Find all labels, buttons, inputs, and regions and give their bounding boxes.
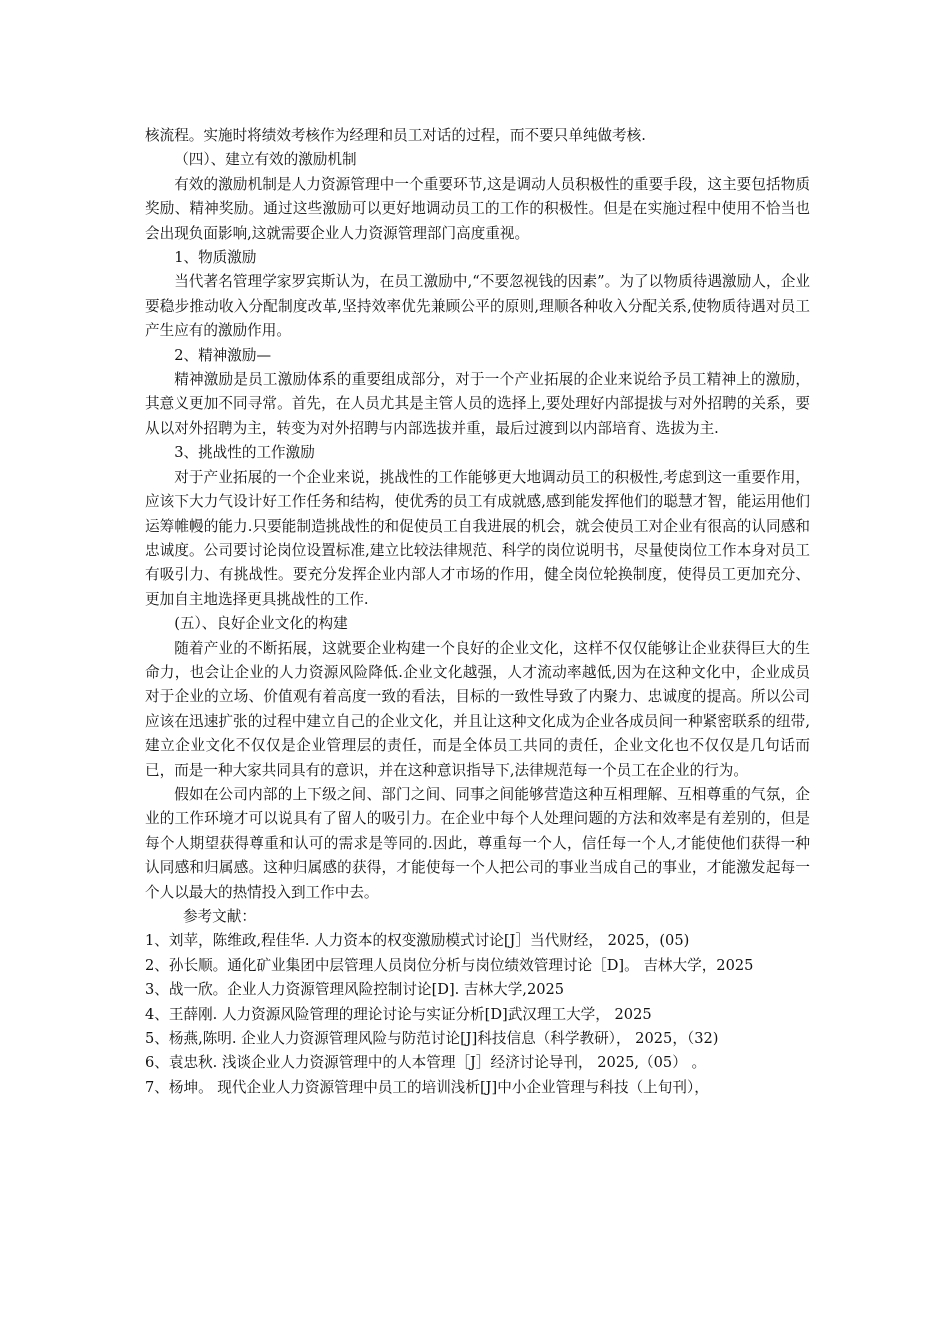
body-paragraph: 精神激励是员工激励体系的重要组成部分，对于一个产业拓展的企业来说给予员工精神上的激励，其意义更加不同寻常。首先，在人员尤其是主管人员的选择上,要处理好内部提拔与对外招聘的关系，要从以对外招聘为主，转变为对外招聘与内部选拔并重，最后过渡到以内部培育、选拔为主. [145,371,810,437]
body-paragraph: 随着产业的不断拓展，这就要企业构建一个良好的企业文化，这样不仅仅能够让企业获得巨大的生命力，也会让企业的人力资源风险降低.企业文化越强，人才流动率越低,因为在这种文化中，企业成员对于企业的立场、价值观有着高度一致的看法，目标的一致性导致了内聚力、忠诚度的提高。所以公司应该在迅速扩张的过程中建立自己的企业文化，并且让这种文化成为企业各成员间一种紧密联系的纽带,建立企业文化不仅仅是企业管理层的责任，而是全体员工共同的责任，企业文化也不仅仅是几句话而已，而是一种大家共同具有的意识，并在这种意识指导下,法律规范每一个员工在企业的行为。 [145,639,810,779]
reference-item: 7、杨坤。 现代企业人力资源管理中员工的培训浅析[J]中小企业管理与科技（上旬刊）， [145,1078,709,1096]
reference-item: 3、战一欣。企业人力资源管理风险控制讨论[D]. 吉林大学,2025 [145,981,565,999]
references-heading: 参考文献： [182,908,256,925]
body-paragraph: 假如在公司内部的上下级之间、部门之间、同事之间能够营造这种互相理解、互相尊重的气氛，企业的工作环境才可以说具有了留人的吸引力。在企业中每个人处理问题的方法和效率是有差别的，但是每个人期望获得尊重和认可的需求是等同的.因此，尊重每一个人，信任每一个人,才能使他们获得一种认同感和归属感。这种归属感的获得，才能使每一个人把公司的事业当成自己的事业，才能激发起每一个人以最大的热情投入到工作中去。 [145,785,810,901]
subsection-heading: 1、物质激励 [174,249,257,267]
reference-item: 2、孙长顺。通化矿业集团中层管理人员岗位分析与岗位绩效管理讨论［D]。 吉林大学，2025 [145,956,754,974]
section-heading: (五）、良好企业文化的构建 [174,615,348,633]
body-paragraph: 对于产业拓展的一个企业来说，挑战性的工作能够更大地调动员工的积极性,考虑到这一重要作用，应该下大力气设计好工作任务和结构，使优秀的员工有成就感,感到能发挥他们的聪慧才智，能运用他们运筹帷幔的能力.只要能制造挑战性的和促使员工自我进展的机会，就会使员工对企业有很高的认同感和忠诚度。公司要讨论岗位设置标准,建立比较法律规范、科学的岗位说明书，尽量使岗位工作本身对员工有吸引力、有挑战性。要充分发挥企业内部人才市场的作用，健全岗位轮换制度，使得员工更加充分、更加自主地选择更具挑战性的工作. [145,468,810,608]
reference-item: 5、杨燕,陈明. 企业人力资源管理风险与防范讨论[J]科技信息（科学教研）， 2025，（32) [145,1030,719,1048]
body-paragraph: 当代著名管理学家罗宾斯认为，在员工激励中,“不要忽视钱的因素”。为了以物质待遇激励人，企业要稳步推动收入分配制度改革,坚持效率优先兼顾公平的原则,理顺各种收入分配关系,使物质待遇对员工产生应有的激励作用。 [145,273,810,340]
reference-item: 1、刘苹，陈维政,程佳华. 人力资本的权变激励模式讨论[J］当代财经， 2025，(05) [145,932,690,950]
document-page [145,124,810,1100]
reference-item: 6、袁忠秋. 浅谈企业人力资源管理中的人本管理［J］经济讨论导刊， 2025,（05） 。 [145,1054,707,1072]
subsection-heading: 3、挑战性的工作激励 [174,444,315,462]
body-paragraph: 有效的激励机制是人力资源管理中一个重要环节,这是调动人员积极性的重要手段，这主要包括物质奖励、精神奖励。通过这些激励可以更好地调动员工的工作的积极性。但是在实施过程中使用不恰当也会出现负面影响,这就需要企业人力资源管理部门高度重视。 [145,175,810,242]
subsection-heading: 2、精神激励— [174,346,272,364]
section-heading: （四）、建立有效的激励机制 [174,151,357,169]
reference-item: 4、王薛刚. 人力资源风险管理的理论讨论与实证分析[D]武汉理工大学， 2025 [145,1005,652,1023]
body-paragraph: 核流程。实施时将绩效考核作为经理和员工对话的过程，而不要只单纯做考核. [145,127,646,144]
